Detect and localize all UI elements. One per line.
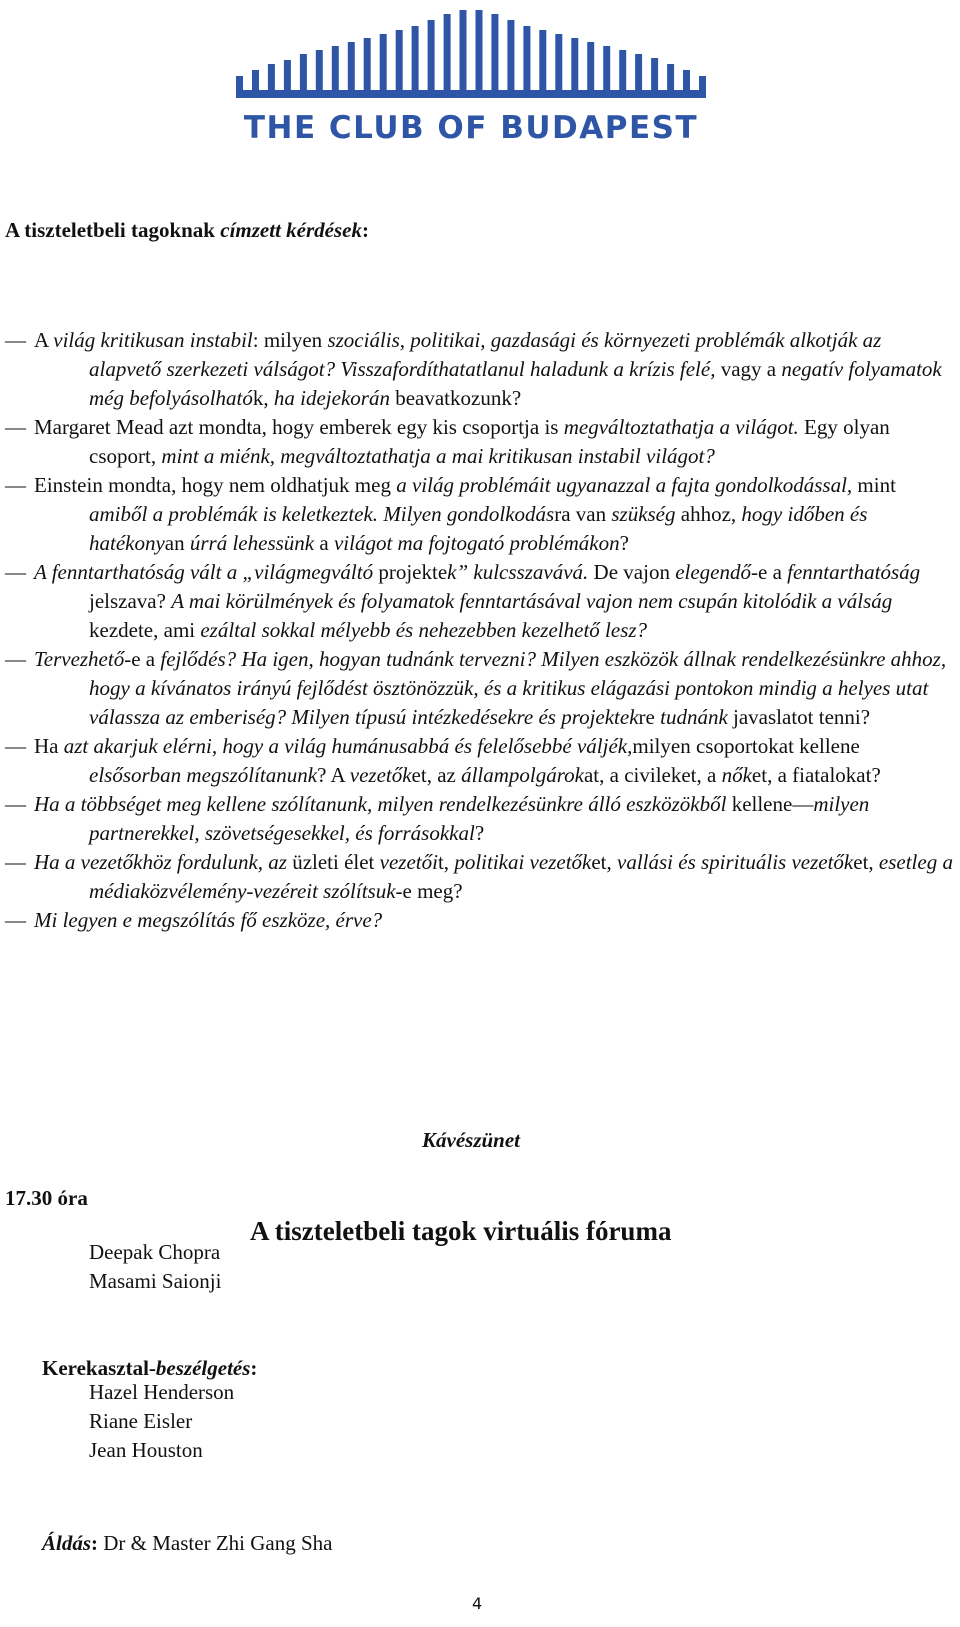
question-italic-text: A fenntarthatóság vált a „világmegváltó [34,560,379,584]
question-text: an [164,531,190,555]
skyline-bar [476,10,483,90]
heading-text: A tiszteletbeli tagoknak [5,218,221,242]
question-italic-text: állampolgárok [461,763,584,787]
coffee-break-label: Kávészünet [422,1128,521,1152]
question-italic-text: ezáltal sokkal mélyebb és nehezebben kezelhető lesz? [200,618,648,642]
question-italic-text: mint a miénk, megváltoztathatja a mai kritikusan instabil világot? [161,444,715,468]
skyline-bar [412,26,419,90]
skyline-bar [683,70,690,90]
speaker-name: Masami Saionji [89,1269,222,1293]
building-skyline-icon [236,10,706,110]
question-italic-text: politikai vezetők [454,850,592,874]
question-italic-text: esetleg a médiaközvélemény-vezéreit szólítsuk [89,850,953,903]
question-italic-text: elegendő [675,560,751,584]
skyline-bar [348,42,355,90]
heading-colon: : [361,218,369,242]
section-heading [5,218,369,243]
skyline-bar [539,30,546,90]
question-text: mint [852,473,896,497]
skyline-bar [571,38,578,90]
question-item [5,645,955,732]
dash-bullet: — [5,850,26,874]
skyline-bar [491,14,498,90]
question-text: at, a civileket, a [583,763,722,787]
question-item [5,732,955,790]
skyline-bar [428,20,435,90]
question-italic-text: Tervezhető [34,647,125,671]
forum-speaker-list [89,1238,221,1296]
question-italic-text: negatív folyamatok még befolyásolható [89,357,942,410]
blessing-colon: : [91,1531,99,1555]
question-item [5,558,955,645]
question-italic-text: tudnánk [660,705,728,729]
question-text: milyen csoportokat kellene [632,734,860,758]
question-italic-text: vezetői [379,850,438,874]
skyline-bar [332,46,339,90]
speaker-name: Deepak Chopra [89,1240,221,1264]
question-italic-text: azt akarjuk elérni, hogy a világ humánusabbá és felelősebbé váljék, [63,734,633,758]
page-number: 4 [472,1594,483,1613]
skyline-bar [635,54,642,90]
question-text: projekte [378,560,448,584]
dash-bullet: — [5,792,26,816]
question-text: kellene— [726,792,814,816]
speaker-name: Riane Eisler [89,1409,193,1433]
question-italic-text: ha idejekorán [273,386,390,410]
question-italic-text: fejlődés? Ha igen, hogyan tudnánk tervezni? Milyen eszközök állnak rendelkezésünkre ahhoz, hogy a kívánatos irányú fejlődést ösztönözzük, és a kritikus elágazási pontokon mindig a helyes utat válassza az emberiség? Milyen típusú intézkedésekre és projektek [89,647,947,729]
skyline-bar [284,60,291,90]
question-list [5,326,955,935]
question-text: üzleti élet [292,850,380,874]
question-item [5,413,955,471]
question-text: et, a fiatalokat? [751,763,881,787]
question-text: t, [437,850,455,874]
question-text: k, [252,386,274,410]
question-text: re [638,705,661,729]
skyline-bar [380,34,387,90]
skyline-bar [587,42,594,90]
question-italic-text: vezetők [349,763,412,787]
session-time: 17.30 óra [5,1186,88,1210]
question-text: : milyen [252,328,328,352]
question-italic-text: a világ problémáit ugyanazzal a fajta gondolkodással, [396,473,853,497]
question-italic-text: világ kritikusan instabil [53,328,253,352]
question-text: Ha [34,734,64,758]
question-italic-text: Ha a vezetőkhöz fordulunk, az [34,850,293,874]
skyline-bar [300,54,307,90]
heading-italic-text: címzett kérdések [220,218,362,242]
question-text: -e meg? [395,879,463,903]
question-item [5,906,955,935]
skyline-bar [396,30,403,90]
question-item [5,790,955,848]
question-text: ? [619,531,629,555]
question-text: ? A [317,763,350,787]
roundtable-speaker-list [89,1378,234,1465]
skyline-bar [523,26,530,90]
forum-title: A tiszteletbeli tagok virtuális fóruma [250,1216,672,1246]
question-text: ra van [554,502,612,526]
question-text: et, az [411,763,462,787]
skyline-bar [619,50,626,90]
dash-bullet: — [5,647,26,671]
question-italic-text: megváltoztathatja a világot. [563,415,799,439]
dash-bullet: — [5,473,26,497]
question-italic-text: szükség [611,502,676,526]
skyline-bar [699,76,706,90]
skyline-bar [667,64,674,90]
question-text: jelszava? [89,589,172,613]
blessing-line [42,1531,332,1556]
question-item [5,326,955,413]
question-text: ahhoz, [675,502,742,526]
dash-bullet: — [5,908,26,932]
skyline-bar [651,58,658,90]
question-italic-text: világot ma fojtogató problémákon [333,531,620,555]
question-text: A [34,328,54,352]
skyline-bar [555,34,562,90]
question-text: et, [853,850,879,874]
question-italic-text: A mai körülmények és folyamatok fenntartásával vajon nem csupán kitolódik a válság [171,589,893,613]
skyline-bar [603,46,610,90]
skyline-bar [444,14,451,90]
question-italic-text: Milyen gondolkodás [383,502,555,526]
dash-bullet: — [5,415,26,439]
question-italic-text: nők [721,763,752,787]
dash-bullet: — [5,560,26,584]
roundtable-label: Kerekasztal- [42,1356,156,1380]
blessing-name: Dr & Master Zhi Gang Sha [98,1531,333,1555]
question-text: kezdete, ami [89,618,201,642]
skyline-bar [460,10,467,90]
question-text: Margaret Mead azt mondta, hogy emberek egy kis csoportja is [34,415,564,439]
question-text: javaslatot tenni? [727,705,871,729]
roundtable-italic-label: beszélgetés [155,1356,251,1380]
question-text: ? [474,821,485,845]
skyline-bar [316,50,323,90]
question-text: vagy a [720,357,782,381]
question-text: beavatkozunk? [389,386,522,410]
question-italic-text: vallási és spirituális vezetők [617,850,854,874]
question-italic-text: fenntarthatóság [787,560,921,584]
question-text: -e a [751,560,788,584]
question-item [5,848,955,906]
question-italic-text: Ha a többséget meg kellene szólítanunk, milyen rendelkezésünkre álló eszközökből [34,792,727,816]
logo-wordmark: THE CLUB OF BUDAPEST [243,110,699,146]
question-italic-text: Mi legyen e megszólítás fő eszköze, érve? [34,908,383,932]
skyline-bar [252,70,259,90]
question-text: et, [591,850,618,874]
question-italic-text: k” kulcsszavává. [447,560,589,584]
question-italic-text: milyen partnerekkel, szövetségesekkel, és forrásokkal [89,792,870,845]
question-italic-text: amiből a problémák is keletkeztek. [89,502,379,526]
question-item [5,471,955,558]
question-italic-text: szociális, politikai, gazdasági és környezeti problémák alkotják az alapvető szerkezeti válságot? Visszafordíthatatlanul haladunk a krízis felé, [89,328,882,381]
blessing-label: Áldás [42,1531,92,1555]
skyline-bar [507,20,514,90]
skyline-bar [236,76,243,90]
skyline-bar [268,64,275,90]
question-text: De vajon [588,560,676,584]
question-italic-text: hogy időben és hatékony [89,502,868,555]
question-italic-text: úrrá lehessünk [189,531,315,555]
dash-bullet: — [5,328,26,352]
speaker-name: Jean Houston [89,1438,203,1462]
skyline-bar [364,38,371,90]
question-italic-text: elsősorban megszólítanunk [89,763,318,787]
question-text: Einstein mondta, hogy nem oldhatjuk meg [34,473,397,497]
roundtable-colon: : [250,1356,258,1380]
speaker-name: Hazel Henderson [89,1380,235,1404]
dash-bullet: — [5,734,26,758]
question-text: Egy olyan csoport, [89,415,890,468]
question-text: a [314,531,334,555]
skyline-base [236,90,706,98]
question-text: -e a [124,647,161,671]
